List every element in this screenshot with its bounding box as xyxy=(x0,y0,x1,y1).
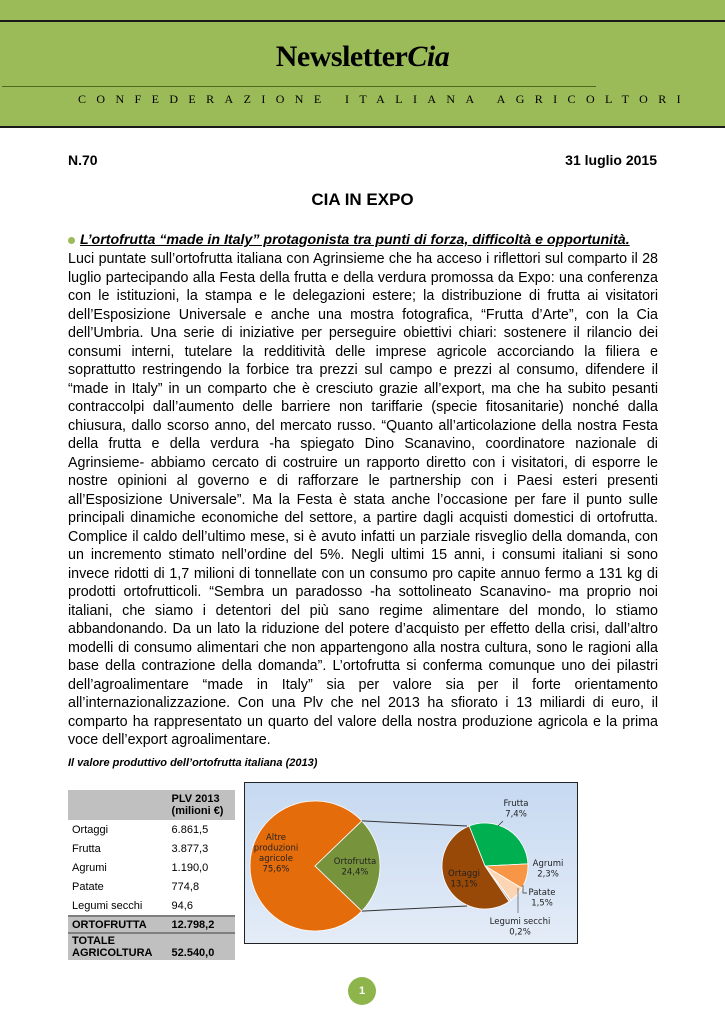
row-value: 6.861,5 xyxy=(171,823,209,836)
table-header-empty xyxy=(68,790,168,820)
row-label: Patate xyxy=(72,880,104,893)
header-rule-top xyxy=(0,20,725,22)
article-title xyxy=(68,232,660,248)
title-italic: Cia xyxy=(407,40,450,73)
title-regular: Newsletter xyxy=(275,40,408,73)
row-label: Ortaggi xyxy=(72,823,109,836)
label-ortaggi: Ortaggi 13,1% xyxy=(448,869,480,890)
issue-number: N.70 xyxy=(68,152,98,168)
row-value: 1.190,0 xyxy=(171,861,209,874)
label-ortofrutta: Ortofrutta 24,4% xyxy=(333,857,377,878)
row-value: 94,6 xyxy=(171,899,193,912)
table-row xyxy=(68,820,235,839)
row-value: 774,8 xyxy=(171,880,200,893)
table-row xyxy=(68,858,235,877)
row-label: Legumi secchi xyxy=(72,899,143,912)
section-title: CIA IN EXPO xyxy=(311,190,414,209)
total-agricoltura-row xyxy=(68,933,235,960)
issue-date: 31 luglio 2015 xyxy=(565,152,657,168)
newsletter-title xyxy=(0,40,725,74)
newsletter-header xyxy=(0,0,725,128)
bullet-icon xyxy=(68,237,75,244)
label-altre-produzioni: Altre produzioni agricole 75,6% xyxy=(253,833,299,875)
row-value: 52.540,0 xyxy=(168,933,235,960)
organization-name: CONFEDERAZIONE ITALIANA AGRICOLTORI xyxy=(78,92,692,106)
table-row xyxy=(68,877,235,896)
article-title-text: L’ortofrutta “made in Italy” protagonista tra punti di forza, difficoltà e opportunità. xyxy=(80,232,630,248)
row-label: Agrumi xyxy=(72,861,107,874)
table-header-row xyxy=(68,790,235,820)
header-rule-mid xyxy=(2,86,596,87)
row-value: 3.877,3 xyxy=(171,842,209,855)
page-number: 1 xyxy=(348,977,376,1005)
figure-caption: Il valore produttivo dell’ortofrutta italiana (2013) xyxy=(68,757,318,769)
label-agrumi: Agrumi 2,3% xyxy=(532,859,564,880)
total-ortofrutta-row xyxy=(68,916,235,933)
row-value: 12.798,2 xyxy=(168,916,235,933)
row-label: TOTALE AGRICOLTURA xyxy=(68,933,168,960)
row-label: Frutta xyxy=(72,842,101,855)
table-header-plv: PLV 2013 (milioni €) xyxy=(168,790,235,820)
label-legumi-secchi: Legumi secchi 0,2% xyxy=(489,917,551,938)
row-label: ORTOFRUTTA xyxy=(68,916,168,933)
table-row xyxy=(68,896,235,916)
label-patate: Patate 1,5% xyxy=(528,888,556,909)
plv-table xyxy=(68,790,235,960)
table-row xyxy=(68,839,235,858)
header-rule-bottom xyxy=(0,126,725,128)
label-frutta: Frutta 7,4% xyxy=(503,799,529,820)
pie-of-pie-chart xyxy=(244,782,578,944)
article-body: Luci puntate sull’ortofrutta italiana con Agrinsieme che ha acceso i riflettori sul comparto il 28 luglio partecipando alla Festa della frutta e della verdura promossa da Expo: una conferenza con le istituzioni, la stampa e le delegazioni estere; la distribuzione di frutta ai visitatori dell’Esposizione Universale e anche una mostra fotografica, “Frutta d’Arte”, con la Cia dell’Umbria. Una serie di iniziative per perseguire obiettivi chiari: sostenere il rilancio dei consumi interni, tutelare la redditività delle imprese agricole accorciando la filiera e soprattutto restringendo la forbice tra prezzi sul campo e prezzi al consumo, difendere il “made in Italy” in un comparto che è cresciuto grazie all’export, ma che ha subito pesanti contraccolpi dall’aumento delle barriere non tariffarie (specie fitosanitarie) nonché dalla chiusura, dallo scorso anno, del mercato russo. “Quanto all’articolazione della nostra Festa della frutta e della verdura -ha spiegato Dino Scanavino, coordinatore nazionale di Agrinsieme- abbiamo cercato di costruire un rapporto diretto con i visitatori, di esporre le nostre opinioni al governo e di rafforzare le partnership con i Paesi esteri presenti all’Esposizione Universale”. Ma la Festa è stata anche l’occasione per fare il punto sulle principali dinamiche economiche del settore, a partire dagli acquisti domestici di ortofrutta. Complice il caldo dell’ultimo mese, si è avuto infatti un parziale risveglio della domanda, con un incremento stimato nell’ordine del 5%. Negli ultimi 15 anni, i consumi italiani si sono invece ridotti di 1,7 milioni di tonnellate con un consumo pro capite annuo fermo a 131 kg di prodotti ortofrutticoli. “Sembra un paradosso -ha sottolineato Scanavino- ma proprio noi italiani, che siamo i detentori del più sano regime alimentare del mondo, lo stiamo abbandonando. Da un lato la riduzione del potere d’acquisto per effetto della crisi, dall’altro modelli di consumo alimentari che non appartengono alla nostra cultura, sono le ragioni alla base della contrazione della domanda”. L’ortofrutta si conferma comunque uno dei pilastri dell’agroalimentare “made in Italy” sia per valore sia per il forte orientamento all’internazionalizzazione. Con una Plv che nel 2013 ha sfiorato i 13 miliardi di euro, il comparto ha rappresentato un quarto del valore della nostra produzione agricola e la prima voce dell’export agroalimentare. xyxy=(68,251,658,748)
